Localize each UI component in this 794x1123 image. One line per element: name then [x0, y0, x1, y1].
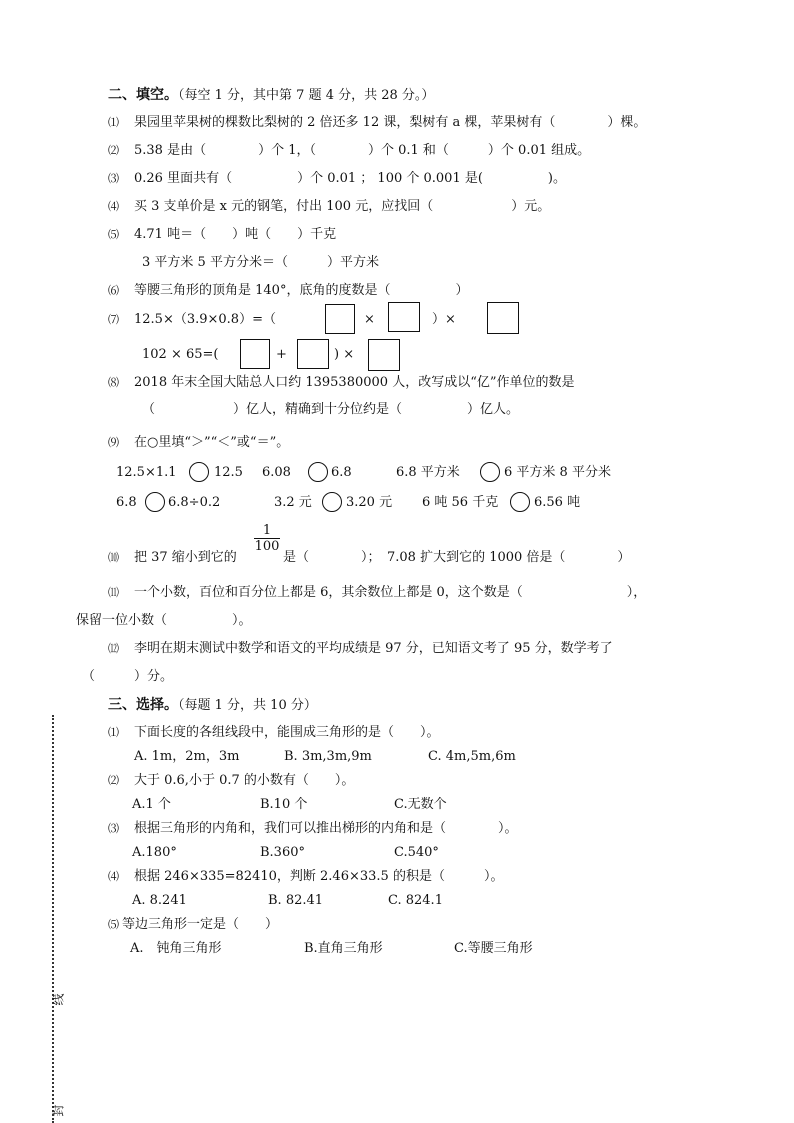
option-3-4-c[interactable]: C. 824.1	[388, 893, 443, 908]
option-3-1-b[interactable]: B. 3m,3m,9m	[284, 749, 372, 764]
answer-box-7d[interactable]	[240, 339, 270, 369]
question-2-7-line-1: ⑺ 12.5×（3.9×0.8）=（	[108, 312, 276, 327]
question-3-1: ⑴ 下面长度的各组线段中，能围成三角形的是（ ）。	[108, 725, 440, 740]
question-2-4: ⑷ 买 3 支单价是 x 元的钢笔，付出 100 元，应找回（ ）元。	[108, 199, 551, 214]
option-3-3-a[interactable]: A.180°	[132, 845, 177, 860]
question-2-11-line-2: 保留一位小数（ ）。	[76, 613, 252, 628]
question-2-8-line-2: （ ）亿人，精确到十分位约是（ ）亿人。	[142, 402, 520, 417]
times-sign: ×	[364, 312, 375, 327]
close-paren-times: ）×	[432, 312, 456, 327]
answer-box-7e[interactable]	[297, 339, 329, 369]
question-3-5: ⑸ 等边三角形一定是（ ）	[108, 917, 279, 932]
question-2-6: ⑹ 等腰三角形的顶角是 140°，底角的度数是（ ）	[108, 283, 469, 298]
option-3-2-a[interactable]: A.1 个	[132, 797, 171, 812]
close-paren-times-2: ) ×	[334, 347, 355, 362]
option-3-5-c[interactable]: C.等腰三角形	[454, 941, 533, 956]
section-2-title: 二、填空。	[108, 87, 178, 103]
option-3-2-b[interactable]: B.10 个	[260, 797, 308, 812]
section-3-title: 三、选择。	[108, 697, 178, 713]
question-2-12-line-2: （ ）分。	[82, 669, 174, 684]
question-3-4: ⑷ 根据 246×335=82410，判断 2.46×33.5 的积是（ ）。	[108, 869, 504, 884]
answer-box-7b[interactable]	[388, 302, 420, 332]
answer-box-7c[interactable]	[487, 302, 519, 334]
option-3-2-c[interactable]: C.无数个	[394, 797, 447, 812]
option-3-3-c[interactable]: C.540°	[394, 845, 439, 860]
section-3-note: （每题 1 分，共 10 分）	[178, 698, 317, 713]
question-3-2: ⑵ 大于 0.6,小于 0.7 的小数有（ ）。	[108, 773, 355, 788]
compare-circle-4[interactable]	[145, 492, 165, 512]
option-3-3-b[interactable]: B.360°	[260, 845, 305, 860]
question-3-3: ⑶ 根据三角形的内角和，我们可以推出梯形的内角和是（ ）。	[108, 821, 518, 836]
answer-box-7a[interactable]	[325, 304, 355, 334]
question-2-5-line-2: 3 平方米 5 平方分米＝（ ）平方米	[142, 255, 379, 270]
answer-box-7f[interactable]	[368, 339, 400, 371]
option-3-1-a[interactable]: A. 1m，2m，3m	[134, 749, 240, 764]
compare-circle-2[interactable]	[308, 462, 328, 482]
plus-sign: +	[276, 347, 287, 362]
question-2-10-post: 是（ ）； 7.08 扩大到它的 1000 倍是（ ）	[283, 550, 631, 565]
option-3-4-a[interactable]: A. 8.241	[132, 893, 187, 908]
question-2-8-line-1: ⑻ 2018 年末全国大陆总人口约 1395380000 人，改写成以“亿”作单位的数是	[108, 375, 575, 390]
compare-circle-1[interactable]	[189, 462, 209, 482]
question-2-1: ⑴ 果园里苹果树的棵数比梨树的 2 倍还多 12 课，梨树有 a 棵，苹果树有（ ）棵。	[108, 115, 647, 130]
binding-dotted-line	[52, 715, 54, 1123]
option-3-1-c[interactable]: C. 4m,5m,6m	[428, 749, 516, 764]
question-2-10-pre: ⑽ 把 37 缩小到它的	[108, 550, 237, 565]
margin-label-line: 线	[51, 993, 66, 1006]
section-2-heading	[108, 86, 434, 105]
fraction-one-hundredth: $\frac{1}{100}$	[254, 523, 280, 554]
question-2-5-line-1: ⑸ 4.71 吨＝（ ）吨（ ）千克	[108, 227, 337, 242]
section-3-heading	[108, 696, 317, 715]
question-2-7-line-2: 102 × 65=(	[142, 347, 219, 362]
question-2-12-line-1: ⑿ 李明在期末测试中数学和语文的平均成绩是 97 分，已知语文考了 95 分，数学考了	[108, 641, 613, 656]
question-2-3: ⑶ 0.26 里面共有（ ）个 0.01 ； 100 个 0.001 是( )。	[108, 171, 566, 186]
question-2-9-instruction: ⑼ 在○里填“＞”“＜”或“＝”。	[108, 435, 290, 450]
option-3-4-b[interactable]: B. 82.41	[268, 893, 324, 908]
option-3-5-a[interactable]: A. 钝角三角形	[130, 941, 222, 956]
question-2-11-line-1: ⑾ 一个小数，百位和百分位上都是 6，其余数位上都是 0，这个数是（ ），	[108, 585, 647, 600]
compare-circle-6[interactable]	[510, 492, 530, 512]
question-2-2: ⑵ 5.38 是由（ ）个 1，（ ）个 0.1 和（ ）个 0.01 组成。	[108, 143, 591, 158]
option-3-5-b[interactable]: B.直角三角形	[304, 941, 383, 956]
compare-circle-5[interactable]	[322, 492, 342, 512]
margin-label-seal: 封	[51, 1104, 66, 1117]
compare-circle-3[interactable]	[480, 462, 500, 482]
section-2-note: （每空 1 分，其中第 7 题 4 分，共 28 分。）	[178, 88, 435, 103]
